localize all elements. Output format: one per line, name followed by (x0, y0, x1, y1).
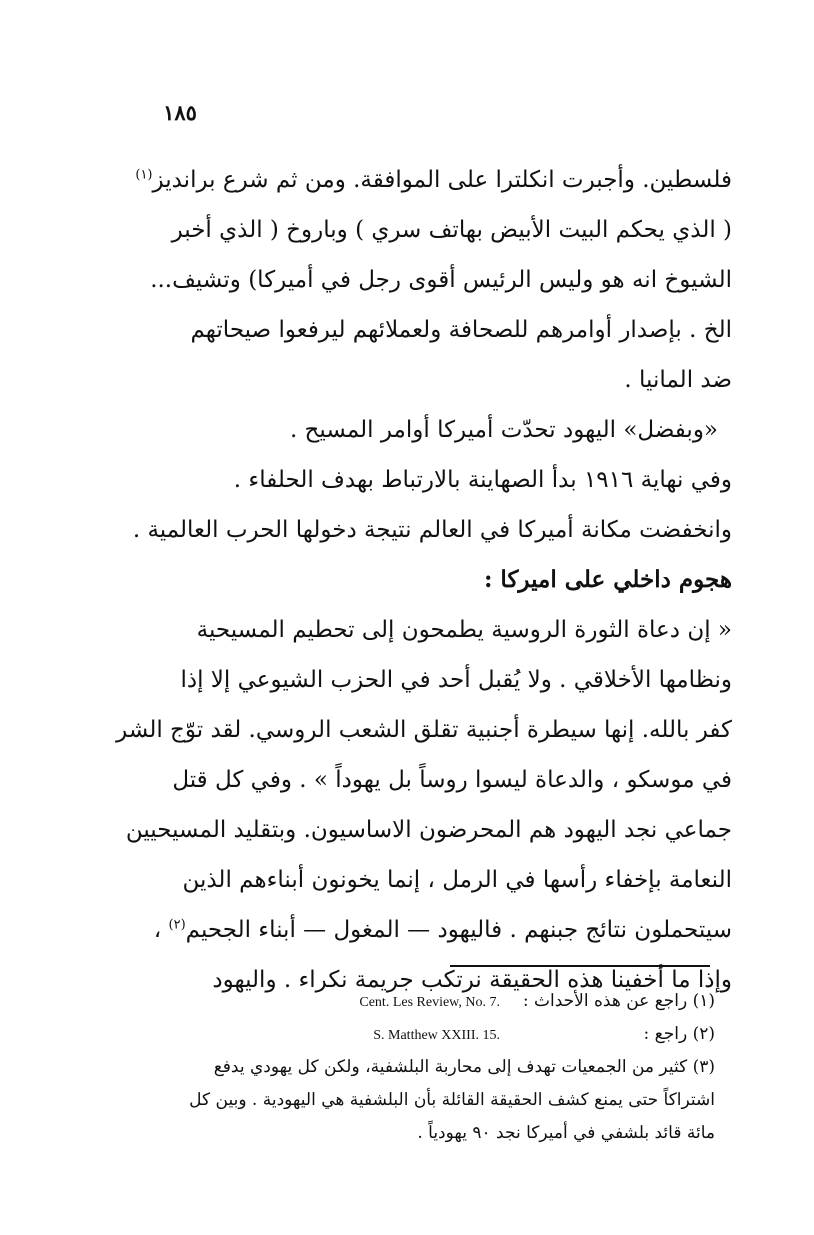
text-line: كفر بالله. إنها سيطرة أجنبية تقلق الشعب الروسي. لقد توّج الشر (116, 717, 732, 743)
footnote-1-citation: Cent. Les Review, No. 7. (359, 995, 500, 1010)
page-number: ١٨٥ (163, 100, 197, 125)
text-line: في موسكو ، والدعاة ليسوا روساً بل يهوداً » . وفي كل قتل (172, 767, 732, 793)
comma: ، (153, 917, 162, 943)
section-heading: هجوم داخلي على اميركا : (483, 566, 732, 593)
footnote-2-text: (٢) راجع : (643, 1024, 715, 1044)
text-line (92, 905, 732, 955)
text-line: جماعي نجد اليهود هم المحرضون الاساسيون. وبتقليد المسيحيين (125, 817, 732, 843)
text-line: الشيوخ انه هو وليس الرئيس أقوى رجل في أميركا) وتشيف... (150, 267, 732, 293)
text-line: « إن دعاة الثورة الروسية يطمحون إلى تحطيم المسيحية (196, 617, 732, 643)
footnote-1-text: (١) راجع عن هذه الأحداث : (522, 991, 715, 1011)
text-segment: وإذا ما أخفينا هذه الحقيقة نرتكب جريمة نكراء . واليهود (212, 967, 732, 993)
text-line (92, 155, 732, 205)
text-line: النعامة بإخفاء رأسها في الرمل ، إنما يخونون أبناءهم الذين (182, 867, 732, 893)
text-line: ونظامها الأخلاقي . ولا يُقبل أحد في الحزب الشيوعي إلا إذا (180, 667, 732, 693)
main-text (92, 155, 732, 1005)
footnote-3-line: مائة قائد بلشفي في أميركا نجد ٩٠ يهودياً . (417, 1123, 715, 1143)
footnotes (95, 985, 715, 1150)
footnote-2 (95, 1018, 715, 1051)
text-line: ضد المانيا . (624, 367, 732, 393)
footnote-divider (450, 965, 710, 967)
footnote-3-line: اشتراكاً حتى يمنع كشف الحقيقة القائلة بأن البلشفية هي اليهودية . وبين كل (189, 1090, 715, 1110)
footnote-2-citation: S. Matthew XXIII. 15. (373, 1028, 500, 1043)
footnote-ref: (١) (135, 167, 153, 183)
footnote-1 (95, 985, 715, 1018)
footnote-ref: (٢) (168, 917, 186, 933)
text-line: الخ . بإصدار أوامرهم للصحافة ولعملائهم ليرفعوا صيحاتهم (190, 317, 732, 343)
text-line: ( الذي يحكم البيت الأبيض بهاتف سري ) وباروخ ( الذي أخبر (171, 217, 732, 243)
text-segment: فلسطين. وأجبرت انكلترا على الموافقة. ومن ثم شرع براندیز (152, 167, 732, 193)
text-line: وانخفضت مكانة أميركا في العالم نتيجة دخولها الحرب العالمية . (132, 517, 732, 543)
text-segment: سيتحملون نتائج جبنهم . فاليهود — المغول — أبناء الجحيم (185, 917, 732, 943)
footnote-3-line: (٣) كثير من الجمعيات تهدف إلى محاربة البلشفية، ولكن كل يهودي يدفع (213, 1057, 715, 1077)
text-line: «وبفضل» اليهود تحدّت أميركا أوامر المسيح . (289, 417, 718, 443)
text-line: وفي نهاية ١٩١٦ بدأ الصهاينة بالارتباط بهدف الحلفاء . (233, 467, 732, 493)
